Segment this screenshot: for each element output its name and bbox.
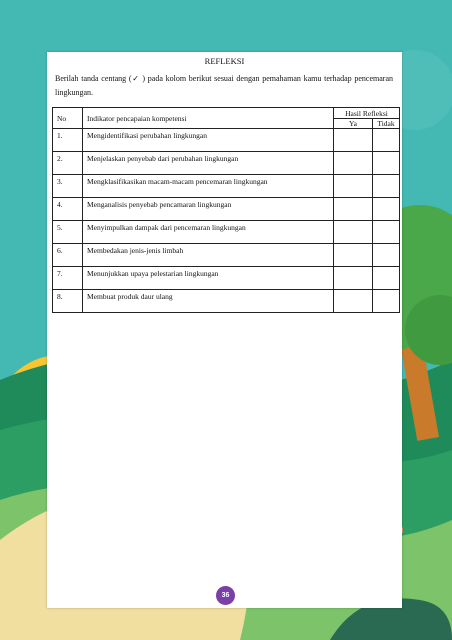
yes-check-cell[interactable]: [334, 244, 373, 267]
yes-check-cell[interactable]: [334, 290, 373, 313]
table-row: [53, 244, 400, 267]
yes-check-cell[interactable]: [334, 129, 373, 152]
no-check-cell[interactable]: [373, 290, 400, 313]
row-number: 6.: [53, 244, 83, 267]
instruction-text: Berilah tanda centang (✓ ) pada kolom berikut sesuai dengan pemahaman kamu terhadap pencemaran lingkungan.: [55, 74, 393, 97]
reflection-table: [52, 107, 400, 313]
no-check-cell[interactable]: [373, 198, 400, 221]
yes-check-cell[interactable]: [334, 267, 373, 290]
row-indicator: Membuat produk daur ulang: [83, 290, 334, 313]
row-indicator: Mengidentifikasi perubahan lingkungan: [83, 129, 334, 152]
row-indicator: Menjelaskan penyebab dari perubahan lingkungan: [83, 152, 334, 175]
row-indicator: Menganalisis penyebab pencamaran lingkungan: [83, 198, 334, 221]
no-check-cell[interactable]: [373, 175, 400, 198]
yes-check-cell[interactable]: [334, 152, 373, 175]
header-yes: Ya: [334, 119, 373, 129]
row-number: 2.: [53, 152, 83, 175]
no-check-cell[interactable]: [373, 244, 400, 267]
yes-check-cell[interactable]: [334, 221, 373, 244]
table-row: [53, 175, 400, 198]
header-result: Hasil Refleksi: [334, 108, 400, 119]
no-check-cell[interactable]: [373, 152, 400, 175]
yes-check-cell[interactable]: [334, 175, 373, 198]
page-number-badge: 36: [216, 586, 235, 605]
no-check-cell[interactable]: [373, 267, 400, 290]
row-number: 3.: [53, 175, 83, 198]
no-check-cell[interactable]: [373, 221, 400, 244]
reflection-page: [47, 52, 402, 608]
row-indicator: Membedakan jenis-jenis limbah: [83, 244, 334, 267]
no-check-cell[interactable]: [373, 129, 400, 152]
row-indicator: Menunjukkan upaya pelestarian lingkungan: [83, 267, 334, 290]
yes-check-cell[interactable]: [334, 198, 373, 221]
header-tidak: Tidak: [373, 119, 400, 129]
row-indicator: Mengklasifikasikan macam-macam pencemaran lingkungan: [83, 175, 334, 198]
row-indicator: Menyimpulkan dampak dari pencemaran lingkungan: [83, 221, 334, 244]
table-row: [53, 221, 400, 244]
table-row: [53, 129, 400, 152]
row-number: 5.: [53, 221, 83, 244]
table-row: [53, 290, 400, 313]
page-title: REFLEKSI: [204, 56, 245, 66]
row-number: 4.: [53, 198, 83, 221]
table-row: [53, 152, 400, 175]
table-row: [53, 198, 400, 221]
header-no: No: [53, 108, 83, 129]
row-number: 7.: [53, 267, 83, 290]
row-number: 1.: [53, 129, 83, 152]
row-number: 8.: [53, 290, 83, 313]
table-row: [53, 267, 400, 290]
header-indicator: Indikator pencapaian kompetensi: [83, 108, 334, 129]
